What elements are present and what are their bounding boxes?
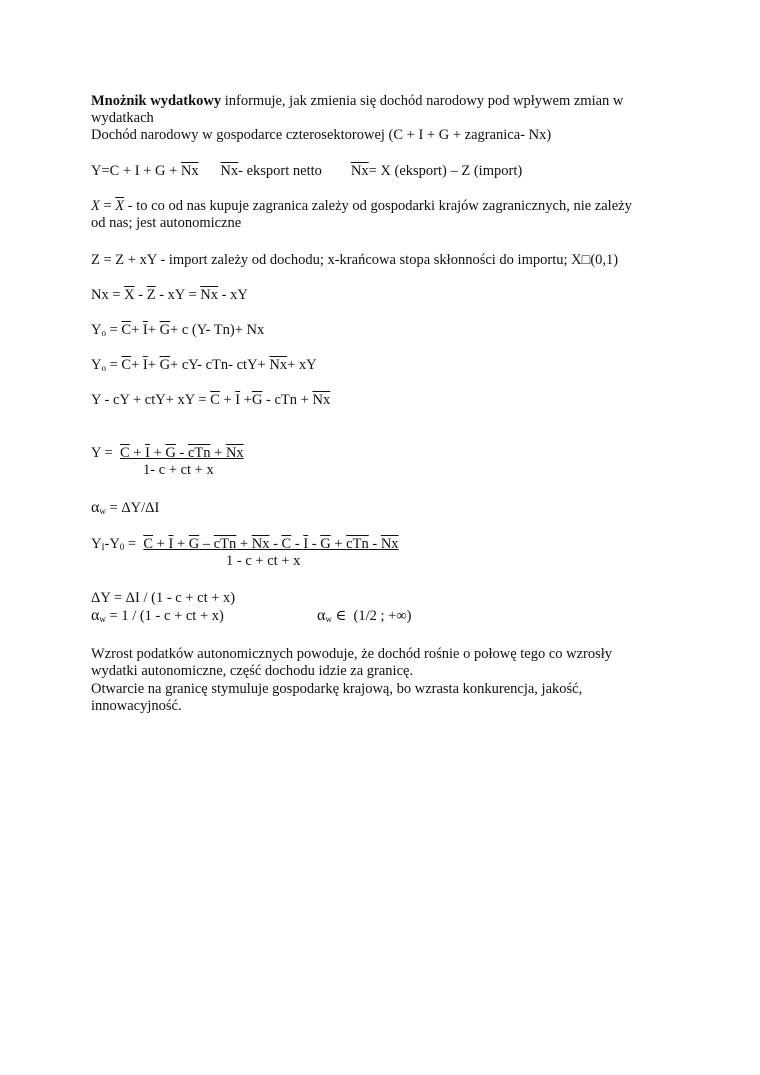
diff-part: -Y (104, 536, 120, 552)
c-bar: C (120, 445, 130, 461)
g-bar: G (165, 445, 176, 461)
frac-part: + (210, 445, 226, 461)
alpha-range-text: ∈ (1/2 ; +∞) (331, 608, 412, 624)
diff-part: + (330, 536, 347, 552)
g-bar: $\overline{G}$ (159, 322, 171, 338)
diff-part: – (199, 536, 214, 552)
yo-part: = (105, 357, 122, 373)
ctn-bar: cTn (213, 536, 237, 552)
export-part: = (99, 198, 116, 214)
equation-y (91, 162, 522, 180)
i-bar: I (145, 445, 150, 461)
y-fraction-numerator (91, 444, 244, 462)
difference-denominator: 1 - c + ct + x (226, 553, 301, 569)
subscript: w (325, 614, 332, 624)
subscript: o (101, 363, 106, 373)
intro-line (91, 92, 623, 110)
c-bar: C (281, 536, 292, 552)
term-multiplier: Mnożnik wydatkowy (91, 93, 222, 109)
alpha-definition (91, 499, 159, 520)
subscript: w (99, 506, 106, 516)
nx-part: - xY (218, 287, 248, 303)
yo-part: = (105, 322, 122, 338)
yo-part: + (147, 357, 160, 373)
yline-part: + (240, 392, 252, 408)
y-symbol: Y (91, 322, 102, 338)
alpha-formula: = 1 / (1 - c + ct + x) (105, 608, 224, 624)
g-bar: $\overline{G}$ (251, 392, 263, 408)
c-bar: $\overline{C}$ (121, 357, 132, 373)
eq-y-part: Y=C + I + G + (91, 163, 181, 179)
y-lhs: Y = (91, 445, 120, 461)
x-bar: $\overline{X}$ (115, 198, 125, 214)
y-symbol: Y (91, 536, 102, 552)
c-bar: $\overline{C}$ (210, 392, 220, 408)
yline-part: - cTn + (262, 392, 313, 408)
yo-part: + (131, 322, 143, 338)
c-bar: C (143, 536, 154, 552)
nx-bar: $\overline{Nx}$ (269, 357, 288, 373)
g-bar: G (188, 536, 200, 552)
nx-bar: $\overline{Nx}$ (220, 163, 239, 179)
nx-equation (91, 286, 248, 304)
yline-part: + (219, 392, 236, 408)
diff-part: = (124, 536, 144, 552)
yo-part: + cY- cTn- ctY+ (170, 357, 270, 373)
gdp-line: Dochód narodowy w gospodarce czterosektorowej (C + I + G + zagranica- Nx) (91, 127, 552, 143)
diff-part: + (236, 536, 252, 552)
nx-bar: $\overline{Nx}$ (350, 163, 369, 179)
frac-part: + (129, 445, 146, 461)
c-bar: $\overline{C}$ (121, 322, 132, 338)
alpha-def-text: = ΔY/ΔI (105, 500, 160, 516)
yo-equation-1 (91, 321, 264, 342)
intro-continuation: wydatkach (91, 110, 154, 126)
eq-y-part: - eksport netto (238, 163, 351, 179)
yo-part: + c (Y- Tn)+ Nx (170, 322, 265, 338)
nx-part: - (134, 287, 147, 303)
diff-part: - (368, 536, 381, 552)
frac-part: - (175, 445, 188, 461)
paragraph-line-2: wydatki autonomiczne, część dochodu idzie za granicę. (91, 663, 414, 679)
y-solve-line (91, 391, 330, 409)
nx-bar: Nx (225, 445, 244, 461)
paragraph-line-3: Otwarcie na granicę stymuluje gospodarkę krajową, bo wzrasta konkurencja, jakość, (91, 681, 583, 697)
diff-part: - (269, 536, 282, 552)
nx-bar: $\overline{Nx}$ (200, 287, 219, 303)
subscript: I (101, 542, 105, 552)
ctn-bar: cTn (187, 445, 211, 461)
alpha-symbol: α (91, 607, 100, 624)
eq-gap (199, 163, 221, 179)
subscript: 0 (119, 542, 125, 552)
nx-bar: Nx (251, 536, 270, 552)
nx-part: Nx = (91, 287, 125, 303)
g-bar: $\overline{G}$ (159, 357, 171, 373)
y-symbol: Y (91, 357, 102, 373)
intro-text: informuje, jak zmienia się dochód narodowy pod wpływem zmian w (221, 93, 624, 109)
subscript: w (99, 614, 106, 624)
alpha-symbol: α (317, 607, 326, 624)
yline-part: Y - cY + ctY+ xY = (91, 392, 211, 408)
x-symbol: X (91, 198, 100, 214)
diff-part: + (153, 536, 169, 552)
z-bar: $\overline{Z}$ (146, 287, 156, 303)
ctn-bar: cTn (346, 536, 369, 552)
export-part: - to co od nas kupuje zagranica zależy od gospodarki krajów zagranicznych, nie zależy (124, 198, 632, 214)
yo-equation-2 (91, 356, 317, 377)
alpha-range (317, 607, 411, 628)
i-bar: $\overline{I}$ (142, 357, 148, 373)
i-bar: $\overline{I}$ (235, 392, 241, 408)
yo-part: + (147, 322, 160, 338)
nx-bar: Nx (380, 536, 399, 552)
paragraph-line-4: innowacyjność. (91, 698, 182, 714)
subscript: o (101, 328, 106, 338)
diff-part: - (308, 536, 321, 552)
i-bar: I (303, 536, 309, 552)
x-bar: $\overline{X}$ (124, 287, 135, 303)
yo-part: + xY (287, 357, 317, 373)
import-line: Z = Z + xY - import zależy od dochodu; x-krańcowa stopa skłonności do importu; X□(0,1) (91, 252, 619, 268)
alpha-result-line (91, 607, 224, 628)
yo-part: + (131, 357, 143, 373)
diff-part: + (173, 536, 189, 552)
nx-part: - xY = (155, 287, 201, 303)
y-fraction-denominator: 1- c + ct + x (143, 462, 214, 478)
export-continuation: od nas; jest autonomiczne (91, 215, 242, 231)
i-bar: I (168, 536, 174, 552)
alpha-symbol: α (91, 499, 100, 516)
paragraph-line-1: Wzrost podatków autonomicznych powoduje, że dochód rośnie o połowę tego co wzrosły (91, 646, 613, 662)
eq-y-part: = X (eksport) – Z (import) (368, 163, 523, 179)
g-bar: G (320, 536, 331, 552)
diff-part: - (291, 536, 304, 552)
export-line (91, 197, 632, 215)
delta-y-line: ΔY = ΔI / (1 - c + ct + x) (91, 590, 236, 606)
nx-bar: $\overline{Nx}$ (312, 392, 331, 408)
nx-bar: $\overline{Nx}$ (180, 163, 199, 179)
i-bar: $\overline{I}$ (142, 322, 148, 338)
frac-part: + (149, 445, 166, 461)
